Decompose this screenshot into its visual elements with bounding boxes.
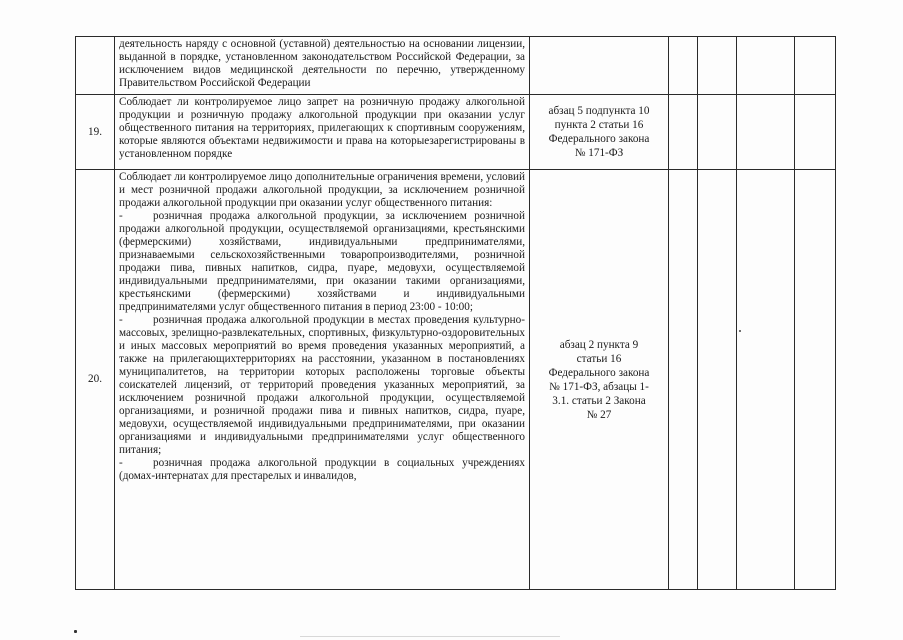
- row-number: 20.: [76, 170, 115, 590]
- note-cell: [795, 170, 836, 590]
- answer-no-cell: [698, 37, 737, 95]
- row-number: [76, 37, 115, 95]
- list-dash: -: [119, 314, 123, 326]
- answer-no-cell: [698, 170, 737, 590]
- legal-reference: абзац 2 пункта 9 статьи 16 Федерального закона № 171-ФЗ, абзацы 1- 3.1. статьи 2 Закона № 27: [548, 338, 650, 421]
- list-dash: -: [119, 457, 123, 469]
- row-number: 19.: [76, 95, 115, 170]
- reference-cell: [530, 95, 669, 170]
- list-dash: -: [119, 210, 123, 222]
- reference-cell: [530, 170, 669, 590]
- question-list-item: [119, 457, 525, 483]
- answer-yes-cell: [669, 95, 698, 170]
- question-list-item: [119, 314, 525, 457]
- legal-reference: абзац 5 подпункта 10 пункта 2 статьи 16 Федерального закона № 171-ФЗ: [548, 105, 650, 159]
- scan-speck: [739, 330, 741, 332]
- list-item-text: розничная продажа алкогольной продукции, за исключением розничной продажи алкогольной продукции, осуществляемой организациями, крестьянскими (фермерскими) хозяйствами, индивидуальными предпринимателями, признаваемыми сельскохозяйственными товаропроизводителями, розничной продажи пива, пивных напитков, сидра, пуаре, медовухи, осуществляемой индивидуальными предпринимателями, при оказании такими организациями, крестьянскими (фермерскими) хозяйствами и индивидуальными предпринимателями услуг общественного питания в период 23:00 - 10:00;: [119, 210, 525, 313]
- answer-na-cell: [737, 170, 795, 590]
- question-paragraph: деятельность наряду с основной (уставной) деятельностью на основании лицензии, выданной в порядке, установленном законодательством Российской Федерации, за исключением видов медицинской деятельности по перечню, утвержденному Правительством Российской Федерации: [119, 38, 525, 89]
- answer-yes-cell: [669, 37, 698, 95]
- answer-yes-cell: [669, 170, 698, 590]
- checklist-table: [75, 36, 836, 590]
- question-paragraph: Соблюдает ли контролируемое лицо запрет на розничную продажу алкогольной продукции и розничную продажу алкогольной продукции при оказании услуг общественного питания на территориях, прилегающих к спортивным сооружениям, которые являются объектами недвижимости и права на которыезарегистрированы в установленном порядке: [119, 96, 525, 160]
- scan-speck: [74, 630, 77, 633]
- table-row-20: [76, 170, 836, 590]
- list-item-text: розничная продажа алкогольной продукции в социальных учреждениях (домах-интернатах для престарелых и инвалидов,: [119, 457, 525, 482]
- answer-no-cell: [698, 95, 737, 170]
- list-item-text: розничная продажа алкогольной продукции в местах проведения культурно-массовых, зрелищно-развлекательных, спортивных, физкультурно-оздоровительных и иных массовых мероприятий во время проведения указанных мероприятий, а также на прилегающихтерриториях на расстоянии, указанном в постановлениях муниципалитетов, на территории которых расположены торговые объекты соискателей лицензий, от территорий проведения указанных мероприятий, за исключением розничной продажи алкогольной продукции, осуществляемой организациями, и розничной продажи пива и пивных напитков, сидра, пуаре, медовухи, осуществляемой индивидуальными предпринимателями, при оказании организациями и индивидуальными предпринимателями услуг общественного питания;: [119, 314, 525, 456]
- table-row-19: [76, 95, 836, 170]
- question-list-item: [119, 210, 525, 314]
- question-cell: [115, 37, 530, 95]
- answer-na-cell: [737, 95, 795, 170]
- question-cell: [115, 170, 530, 590]
- note-cell: [795, 95, 836, 170]
- question-cell: [115, 95, 530, 170]
- question-paragraph: Соблюдает ли контролируемое лицо дополнительные ограничения времени, условий и мест розничной продажи алкогольной продукции, за исключением розничной продажи алкогольной продукции при оказании услуг общественного питания:: [119, 171, 525, 209]
- table-row-continuation: [76, 37, 836, 95]
- answer-na-cell: [737, 37, 795, 95]
- reference-cell: [530, 37, 669, 95]
- scan-artifact-line: [300, 636, 560, 637]
- note-cell: [795, 37, 836, 95]
